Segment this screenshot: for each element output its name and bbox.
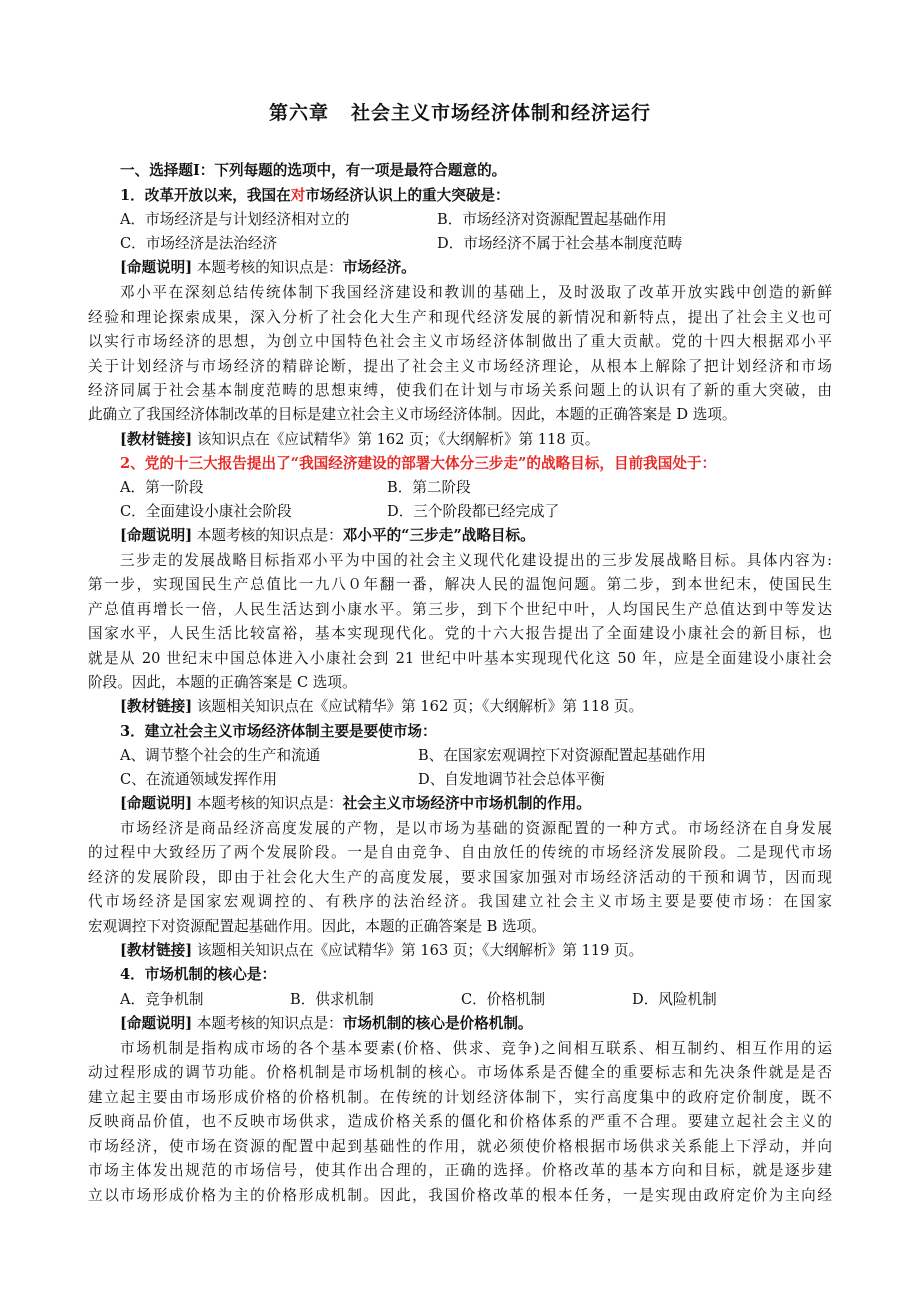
question-4-explanation-line: 市场经济，使市场在资源的配置中起到基础性的作用，就必须使价格根据市场供求关系能上下浮动，并向 bbox=[88, 1138, 832, 1155]
note-text: 本题考核的知识点是： bbox=[196, 1015, 343, 1032]
question-4-explanation-line: 立以市场形成价格为主的价格形成机制。因此，我国价格改革的根本任务，一是实现由政府定价为主向经 bbox=[88, 1187, 832, 1204]
question-2-explanation-line: 三步走的发展战略目标指邓小平为中国的社会主义现代化建设提出的三步发展战略目标。具体内容为: bbox=[120, 552, 832, 569]
link-text: 该题相关知识点在《应试精华》第 162 页；《大纲解析》第 118 页。 bbox=[196, 698, 644, 715]
question-4-explanation-line: 反映商品价值，也不反映市场供求，造成价格关系的僵化和价格体系的严重不合理。要建立起社会主义的 bbox=[88, 1113, 832, 1130]
question-4-explanation-line: 建立起主要由市场形成价格的价格机制。在传统的计划经济体制下，实行高度集中的政府定价制度，既不 bbox=[88, 1089, 832, 1106]
question-4-explanation-line: 动过程形成的调节功能。价格机制是市场机制的核心。市场体系是否健全的重要标志和先决条件就是是否 bbox=[88, 1064, 832, 1081]
question-2-option-b: B．第二阶段 bbox=[387, 479, 471, 496]
question-2-option-a: A．第一阶段 bbox=[120, 479, 204, 496]
question-3-explanation-line: 市场经济是商品经济高度发展的产物，是以市场为基础的资源配置的一种方式。市场经济在自身发展 bbox=[120, 820, 832, 837]
question-3-textbook-link bbox=[120, 941, 832, 961]
note-keyword: 市场经济。 bbox=[342, 259, 416, 276]
note-tag: [命题说明] bbox=[120, 795, 193, 812]
question-1-option-c: C．市场经济是法治经济 bbox=[120, 235, 278, 252]
question-4-stem: 4．市场机制的核心是： bbox=[120, 966, 277, 983]
question-2-stem: 2、党的十三大报告提出了“我国经济建设的部署大体分三步走”的战略目标，目前我国处于： bbox=[120, 455, 717, 472]
question-4-option-a: A．竞争机制 bbox=[120, 991, 204, 1008]
question-4-option-c: C．价格机制 bbox=[461, 991, 546, 1008]
question-3-explanation-line: 宏观调控下对资源配置起基础作用。因此，本题的正确答案是 B 选项。 bbox=[88, 918, 546, 935]
question-3-option-c: C、在流通领域发挥作用 bbox=[120, 771, 278, 788]
question-1-option-a: A．市场经济是与计划经济相对立的 bbox=[120, 211, 350, 228]
question-1-explanation-line: 邓小平在深刻总结传统体制下我国经济建设和教训的基础上，及时汲取了改革开放实践中创造的新鲜 bbox=[120, 284, 832, 301]
question-4-explanation-line: 市场主体发出规范的市场信号，使其作出合理的，正确的选择。价格改革的基本方向和目标，就是逐步建 bbox=[88, 1162, 832, 1179]
question-3-option-a: A、调节整个社会的生产和流通 bbox=[120, 747, 321, 764]
note-tag: [命题说明] bbox=[120, 1015, 193, 1032]
section-heading: 一、选择题Ⅰ：下列每题的选项中，有一项是最符合题意的。 bbox=[120, 162, 507, 179]
question-1-explanation-line: 经验和理论探索成果，深入分析了社会化大生产和现代经济发展的新情况和新特点，提出了社会主义也可 bbox=[88, 309, 832, 326]
link-tag: [教材链接] bbox=[120, 431, 193, 448]
question-1-stem-part: 市场经济认识上的重大突破是： bbox=[305, 187, 510, 204]
question-1-stem-highlight: 对 bbox=[290, 187, 306, 204]
question-1-option-b: B．市场经济对资源配置起基础作用 bbox=[437, 211, 667, 228]
question-1-explanation-line: 经济同属于社会基本制度范畴的思想束缚，使我们在计划与市场关系问题上的认识有了新的重大突破，由 bbox=[88, 382, 832, 399]
chapter-title bbox=[0, 98, 920, 125]
note-keyword: 邓小平的“三步走”战略目标。 bbox=[342, 527, 535, 544]
question-4-explanation-line: 市场机制是指构成市场的各个基本要素(价格、供求、竞争)之间相互联系、相互制约、相互作用的运 bbox=[120, 1040, 832, 1057]
question-4-option-b: B．供求机制 bbox=[290, 991, 374, 1008]
note-text: 本题考核的知识点是： bbox=[196, 795, 343, 812]
question-4-note bbox=[120, 1014, 832, 1034]
question-4-option-d: D．风险机制 bbox=[632, 991, 717, 1008]
question-3-option-d: D、自发地调节社会总体平衡 bbox=[418, 771, 605, 788]
question-3-stem: 3．建立社会主义市场经济体制主要是要使市场： bbox=[120, 723, 437, 740]
question-1-note bbox=[120, 258, 832, 278]
question-1-explanation-line: 此确立了我国经济体制改革的目标是建立社会主义市场经济体制。因此，本题的正确答案是 D 选项。 bbox=[88, 406, 737, 423]
chapter-number: 第六章 bbox=[268, 102, 329, 124]
question-2-explanation-line: 国家水平，人民生活比较富裕，基本实现现代化。党的十六大报告提出了全面建设小康社会的新目标，也 bbox=[88, 625, 832, 642]
note-text: 本题考核的知识点是： bbox=[196, 259, 343, 276]
question-2-note bbox=[120, 526, 832, 546]
question-2-explanation-line: 产总值再增长一倍，人民生活达到小康水平。第三步，到下个世纪中叶，人均国民生产总值达到中等发达 bbox=[88, 601, 832, 618]
question-1-explanation-line: 关于计划经济与市场经济的精辟论断，提出了社会主义市场经济理论，从根本上解除了把计划经济和市场 bbox=[88, 358, 832, 375]
question-2-explanation-line: 阶段。因此，本题的正确答案是 C 选项。 bbox=[88, 674, 357, 691]
question-2-option-d: D．三个阶段都已经完成了 bbox=[387, 503, 560, 520]
question-3-explanation-line: 代市场经济是国家宏观调控的、有秩序的法治经济。我国建立社会主义市场主要是要使市场：在国家 bbox=[88, 893, 832, 910]
note-text: 本题考核的知识点是： bbox=[196, 527, 343, 544]
question-2-explanation-line: 就是从 20 世纪末中国总体进入小康社会到 21 世纪中叶基本实现现代化这 50 年，应是全面建设小康社会 bbox=[88, 650, 832, 667]
question-1-explanation-line: 以实行市场经济的思想，为创立中国特色社会主义市场经济体制做出了重大贡献。党的十四大根据邓小平 bbox=[88, 333, 832, 350]
question-3-option-b: B、在国家宏观调控下对资源配置起基础作用 bbox=[418, 747, 707, 764]
link-tag: [教材链接] bbox=[120, 942, 193, 959]
link-text: 该知识点在《应试精华》第 162 页；《大纲解析》第 118 页。 bbox=[196, 431, 600, 448]
question-2-textbook-link bbox=[120, 697, 832, 717]
question-1-textbook-link bbox=[120, 430, 832, 450]
note-tag: [命题说明] bbox=[120, 527, 193, 544]
question-1-option-d: D．市场经济不属于社会基本制度范畴 bbox=[437, 235, 683, 252]
question-3-explanation-line: 经济的发展阶段，即由于社会化大生产的高度发展，要求国家加强对市场经济活动的干预和调节，因而现 bbox=[88, 869, 832, 886]
question-3-note bbox=[120, 794, 832, 814]
link-text: 该题相关知识点在《应试精华》第 163 页；《大纲解析》第 119 页。 bbox=[196, 942, 644, 959]
question-1-stem bbox=[120, 186, 832, 206]
question-3-explanation-line: 的过程中大致经历了两个发展阶段。一是自由竞争、自由放任的传统的市场经济发展阶段。二是现代市场 bbox=[88, 844, 832, 861]
question-2-option-c: C．全面建设小康社会阶段 bbox=[120, 503, 292, 520]
chapter-name: 社会主义市场经济体制和经济运行 bbox=[351, 102, 652, 124]
question-1-stem-part: 1．改革开放以来，我国在 bbox=[120, 187, 291, 204]
note-tag: [命题说明] bbox=[120, 259, 193, 276]
note-keyword: 市场机制的核心是价格机制。 bbox=[342, 1015, 533, 1032]
note-keyword: 社会主义市场经济中市场机制的作用。 bbox=[342, 795, 591, 812]
question-2-explanation-line: 第一步，实现国民生产总值比一九八０年翻一番，解决人民的温饱问题。第二步，到本世纪末，使国民生 bbox=[88, 576, 832, 593]
link-tag: [教材链接] bbox=[120, 698, 193, 715]
